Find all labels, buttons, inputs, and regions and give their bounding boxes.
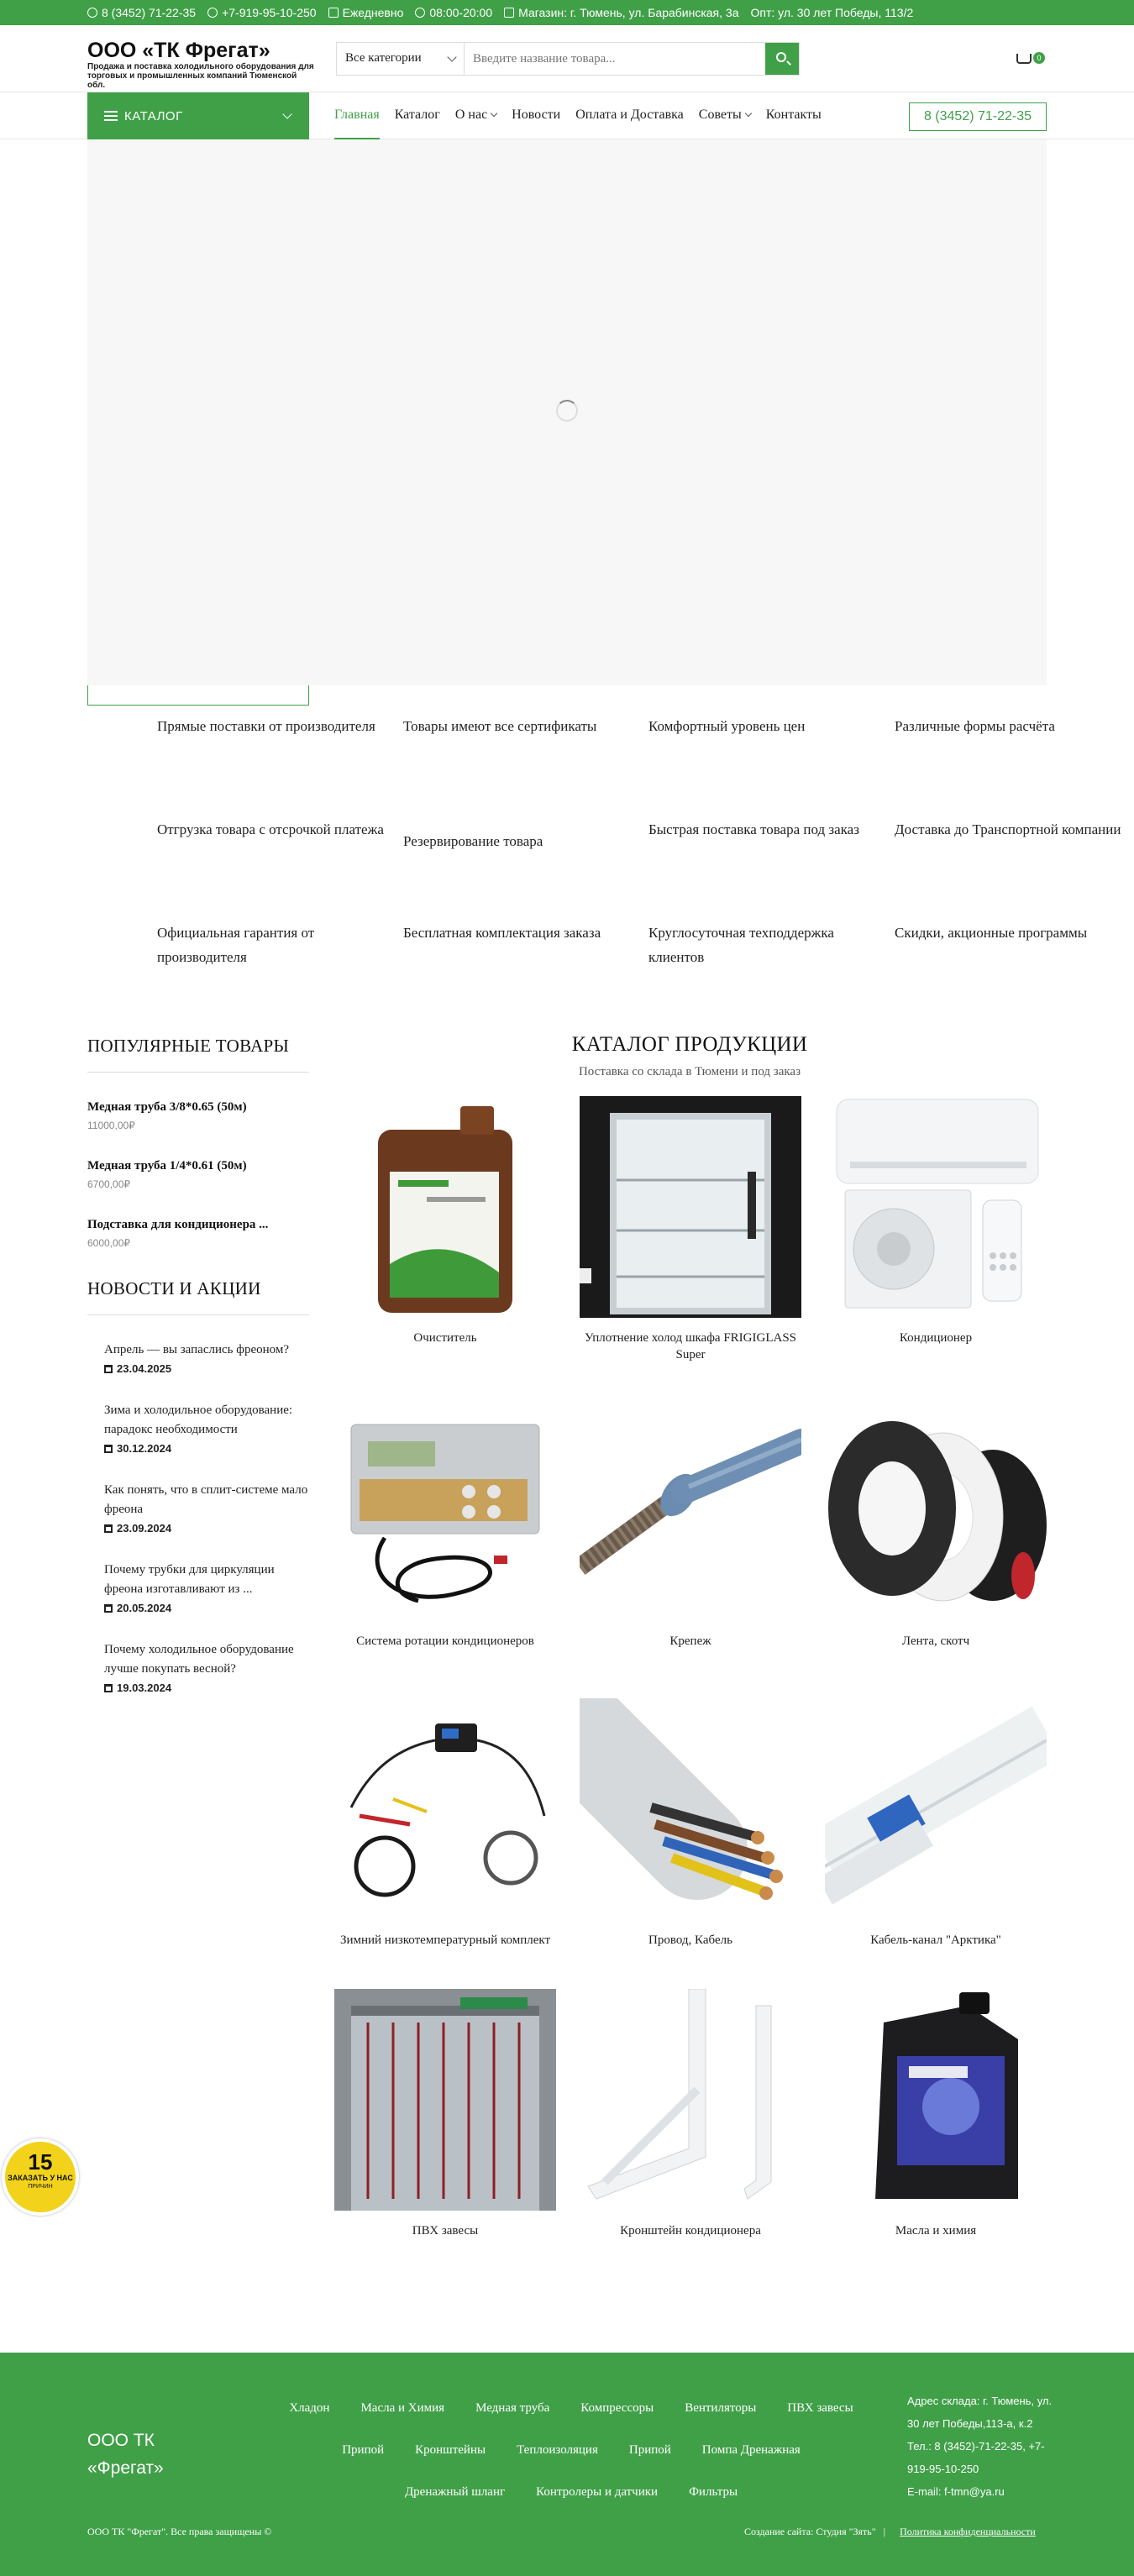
footer-link[interactable]: Фильтры [689,2485,738,2499]
feature-item: Официальная гарантия от производителя [157,925,315,965]
product-label: Масла и химия [895,2224,977,2238]
feature-item: Резервирование товара [403,833,543,849]
footer-link[interactable]: Вентиляторы [685,2401,757,2415]
chevron-down-icon [491,110,497,117]
product-image [334,1399,556,1621]
search-button[interactable] [765,43,799,75]
footer-link[interactable]: Помпа Дренажная [701,2443,801,2457]
feature-item: Различные формы расчёта [895,718,1055,734]
news-item-title: Апрель — вы запаслись фреоном? [104,1343,290,1356]
news-item[interactable] [104,1481,314,1535]
news-item[interactable] [104,1640,314,1694]
logo-name: ООО «ТК Фрегат» [87,39,270,62]
product-image [580,1989,801,2211]
feature-item: Быстрая поставка товара под заказ [648,821,859,837]
feature-item: Отгрузка товара с отсрочкой платежа [157,821,384,837]
news-item-date: 19.03.2024 [117,1681,172,1694]
search-bar [336,42,800,76]
phone-button[interactable]: 8 (3452) 71-22-35 [909,102,1047,131]
search-input[interactable] [465,43,765,75]
product-label: Кондиционер [899,1331,973,1345]
calendar-icon [104,1445,113,1453]
footer-links [252,2400,890,2526]
popular-item-price: 11000,00₽ [87,1120,135,1131]
feature-item: Бесплатная комплектация заказа [403,925,601,941]
footer-copyright: ООО ТК "Фрегат". Все права защищены © [87,2526,272,2537]
feature-item: Прямые поставки от производителя [157,718,375,734]
footer-contacts [907,2390,1058,2503]
product-card-tape[interactable] [825,1399,1047,1650]
product-image [825,1698,1047,1920]
divider [87,1072,309,1073]
loading-spinner-icon [556,400,578,422]
news-item-date: 30.12.2024 [117,1442,172,1455]
footer-address: Адрес склада: г. Тюмень, ул. 30 лет Победы,113-а, к.2 [907,2395,1053,2430]
product-image [825,1096,1047,1318]
news-item-title: Почему холодильное оборудование лучше покупать весной? [104,1643,294,1676]
footer-link[interactable]: Припой [342,2443,385,2457]
news-title: НОВОСТИ И АКЦИИ [87,1278,261,1298]
calendar-icon [104,1365,113,1373]
product-label: Провод, Кабель [648,1933,732,1947]
footer-developer: Создание сайта: Студия "Зять" | Политика конфиденциальности [744,2526,1036,2537]
footer-link[interactable]: Контролеры и датчики [536,2485,659,2499]
feature-item: Скидки, акционные программы [895,925,1088,941]
chevron-down-icon [745,110,752,117]
chevron-down-icon [282,109,291,118]
promo-line2: ПРИЧИН [28,2184,53,2190]
nav-menu [334,92,837,139]
popular-title: ПОПУЛЯРНЫЕ ТОВАРЫ [87,1036,290,1056]
product-label: ПВХ завесы [412,2224,479,2238]
product-card-gasket[interactable] [580,1096,801,1363]
promo-line1: ЗАКАЗАТЬ У НАС [8,2174,73,2182]
top-bar [0,0,1134,25]
news-item[interactable] [104,1340,314,1375]
main-nav [0,92,1134,139]
popular-item[interactable] [87,1218,309,1249]
topbar-daily: Ежедневно [328,6,404,19]
footer-developer-link[interactable]: Создание сайта: Студия "Зять" [744,2526,876,2537]
product-label: Кронштейн кондиционера [620,2224,761,2238]
footer-brand: ООО ТК «Фрегат» [87,2431,164,2478]
feature-item: Круглосуточная техподдержка клиентов [648,925,834,965]
product-image [825,1989,1047,2211]
calendar-icon [104,1604,113,1613]
divider [87,1314,309,1315]
product-card-cable[interactable] [580,1698,801,1949]
news-item[interactable] [104,1401,314,1455]
product-card-winter-kit[interactable] [334,1698,556,1949]
topbar-wholesale: Опт: ул. 30 лет Победы, 113/2 [750,6,914,19]
catalog-subtitle: Поставка со склада в Тюмени и под заказ [578,1065,801,1078]
product-label: Крепеж [669,1634,711,1648]
footer-link[interactable]: Хладон [289,2401,330,2415]
footer-link[interactable]: Теплоизоляция [517,2443,598,2457]
calendar-icon [104,1684,113,1692]
popular-item[interactable] [87,1100,309,1131]
clock-icon [415,8,425,18]
search-icon [776,52,786,62]
home-icon [504,8,514,18]
phone-icon [207,8,218,18]
phone-icon [87,8,97,18]
product-label: Зимний низкотемпературный комплект [339,1933,551,1947]
header [0,25,1134,92]
nav-item-payment-delivery[interactable]: Оплата и Доставка [575,108,684,122]
privacy-policy-link[interactable]: Политика конфиденциальности [900,2526,1036,2537]
footer [0,2353,1134,2576]
product-card-rotation-system[interactable] [334,1399,556,1650]
news-item[interactable] [104,1561,314,1614]
chevron-down-icon [447,52,456,61]
footer-link[interactable]: Дренажный шланг [404,2485,506,2499]
nav-item-contacts[interactable]: Контакты [765,108,822,122]
news-item-title: Как понять, что в сплит-системе мало фреона [104,1483,308,1516]
promo-number: 15 [28,2149,53,2175]
feature-item: Комфортный уровень цен [648,718,806,734]
product-card-oils[interactable] [825,1989,1047,2239]
news-item-date: 23.04.2025 [117,1362,172,1375]
hero-slider [87,139,1047,685]
nav-item-catalog[interactable]: Каталог [394,108,440,122]
logo[interactable] [87,39,314,90]
catalog-menu-button[interactable]: КАТАЛОГ [87,92,309,139]
feature-item: Доставка до Транспортной компании [895,821,1121,837]
footer-email[interactable]: E-mail: f-tmn@ya.ru [907,2485,1005,2498]
product-card-pvc-curtains[interactable] [334,1989,556,2239]
popular-item-price: 6700,00₽ [87,1178,131,1190]
product-label: Очиститель [413,1331,477,1345]
product-card-bracket[interactable] [580,1989,801,2239]
popular-item-price: 6000,00₽ [87,1237,131,1249]
product-image [334,1698,556,1920]
popular-item-name: Медная труба 3/8*0.65 (50м) [87,1100,247,1114]
footer-link[interactable]: Компрессоры [580,2401,654,2415]
cart-button[interactable] [1016,50,1042,66]
product-label: Лента, скотч [901,1634,970,1648]
topbar-shop: Магазин: г. Тюмень, ул. Барабинская, 3а [504,6,738,19]
product-image [580,1399,801,1621]
basket-icon [1016,54,1032,64]
product-card-cable-channel[interactable] [825,1698,1047,1949]
catalog-title: КАТАЛОГ ПРОДУКЦИИ [571,1033,808,1056]
product-card-fasteners[interactable] [580,1399,801,1650]
product-card-cleaner[interactable] [334,1096,556,1346]
product-label: Уплотнение холод шкафа FRIGIGLASS Super [584,1331,797,1361]
topbar-phone2[interactable]: +7-919-95-10-250 [207,6,316,19]
topbar-hours: 08:00-20:00 [415,6,492,19]
news-item-date: 20.05.2024 [117,1602,172,1614]
promo-badge[interactable] [2,2138,79,2216]
news-item-date: 23.09.2024 [117,1522,172,1535]
product-image [334,1989,556,2211]
nav-item-news[interactable]: Новости [512,108,561,122]
nav-item-tips[interactable]: Советы [699,92,751,139]
nav-item-about[interactable]: О нас [455,92,496,139]
product-image [580,1698,801,1920]
product-image [825,1399,1047,1621]
calendar-icon [328,8,339,18]
footer-link[interactable]: Припой [628,2443,671,2457]
feature-item: Товары имеют все сертификаты [403,718,597,734]
footer-link[interactable]: Медная труба [475,2401,550,2415]
menu-icon [104,111,118,121]
product-card-conditioner[interactable] [825,1096,1047,1346]
footer-link[interactable]: Масла и Химия [360,2401,445,2415]
catalog-dropdown-edge [87,685,309,706]
popular-item-name: Подставка для кондиционера ... [87,1218,269,1231]
popular-item-name: Медная труба 1/4*0.61 (50м) [87,1159,247,1173]
popular-item[interactable] [87,1159,309,1190]
topbar-phone1[interactable]: 8 (3452) 71-22-35 [87,6,196,19]
calendar-icon [104,1524,113,1533]
product-label: Кабель-канал "Арктика" [870,1933,1001,1947]
product-label: Система ротации кондиционеров [356,1634,534,1648]
footer-link[interactable]: Кронштейны [415,2443,486,2457]
product-image [580,1096,801,1318]
footer-link[interactable]: ПВХ завесы [787,2401,853,2415]
search-category-select[interactable]: Все категории [337,43,465,75]
news-item-title: Зима и холодильное оборудование: парадокс необходимости [104,1403,293,1436]
logo-subtitle: Продажа и поставка холодильного оборудования для торговых и промышленных компаний Тюменской обл. [87,62,314,90]
product-image [334,1096,556,1318]
footer-phones: Тел.: 8 (3452)-71-22-35, +7-919-95-10-250 [907,2440,1045,2475]
nav-item-home[interactable]: Главная [334,92,380,139]
cart-count-badge: 0 [1033,52,1045,64]
news-item-title: Почему трубки для циркуляции фреона изготавливают из ... [104,1563,275,1596]
